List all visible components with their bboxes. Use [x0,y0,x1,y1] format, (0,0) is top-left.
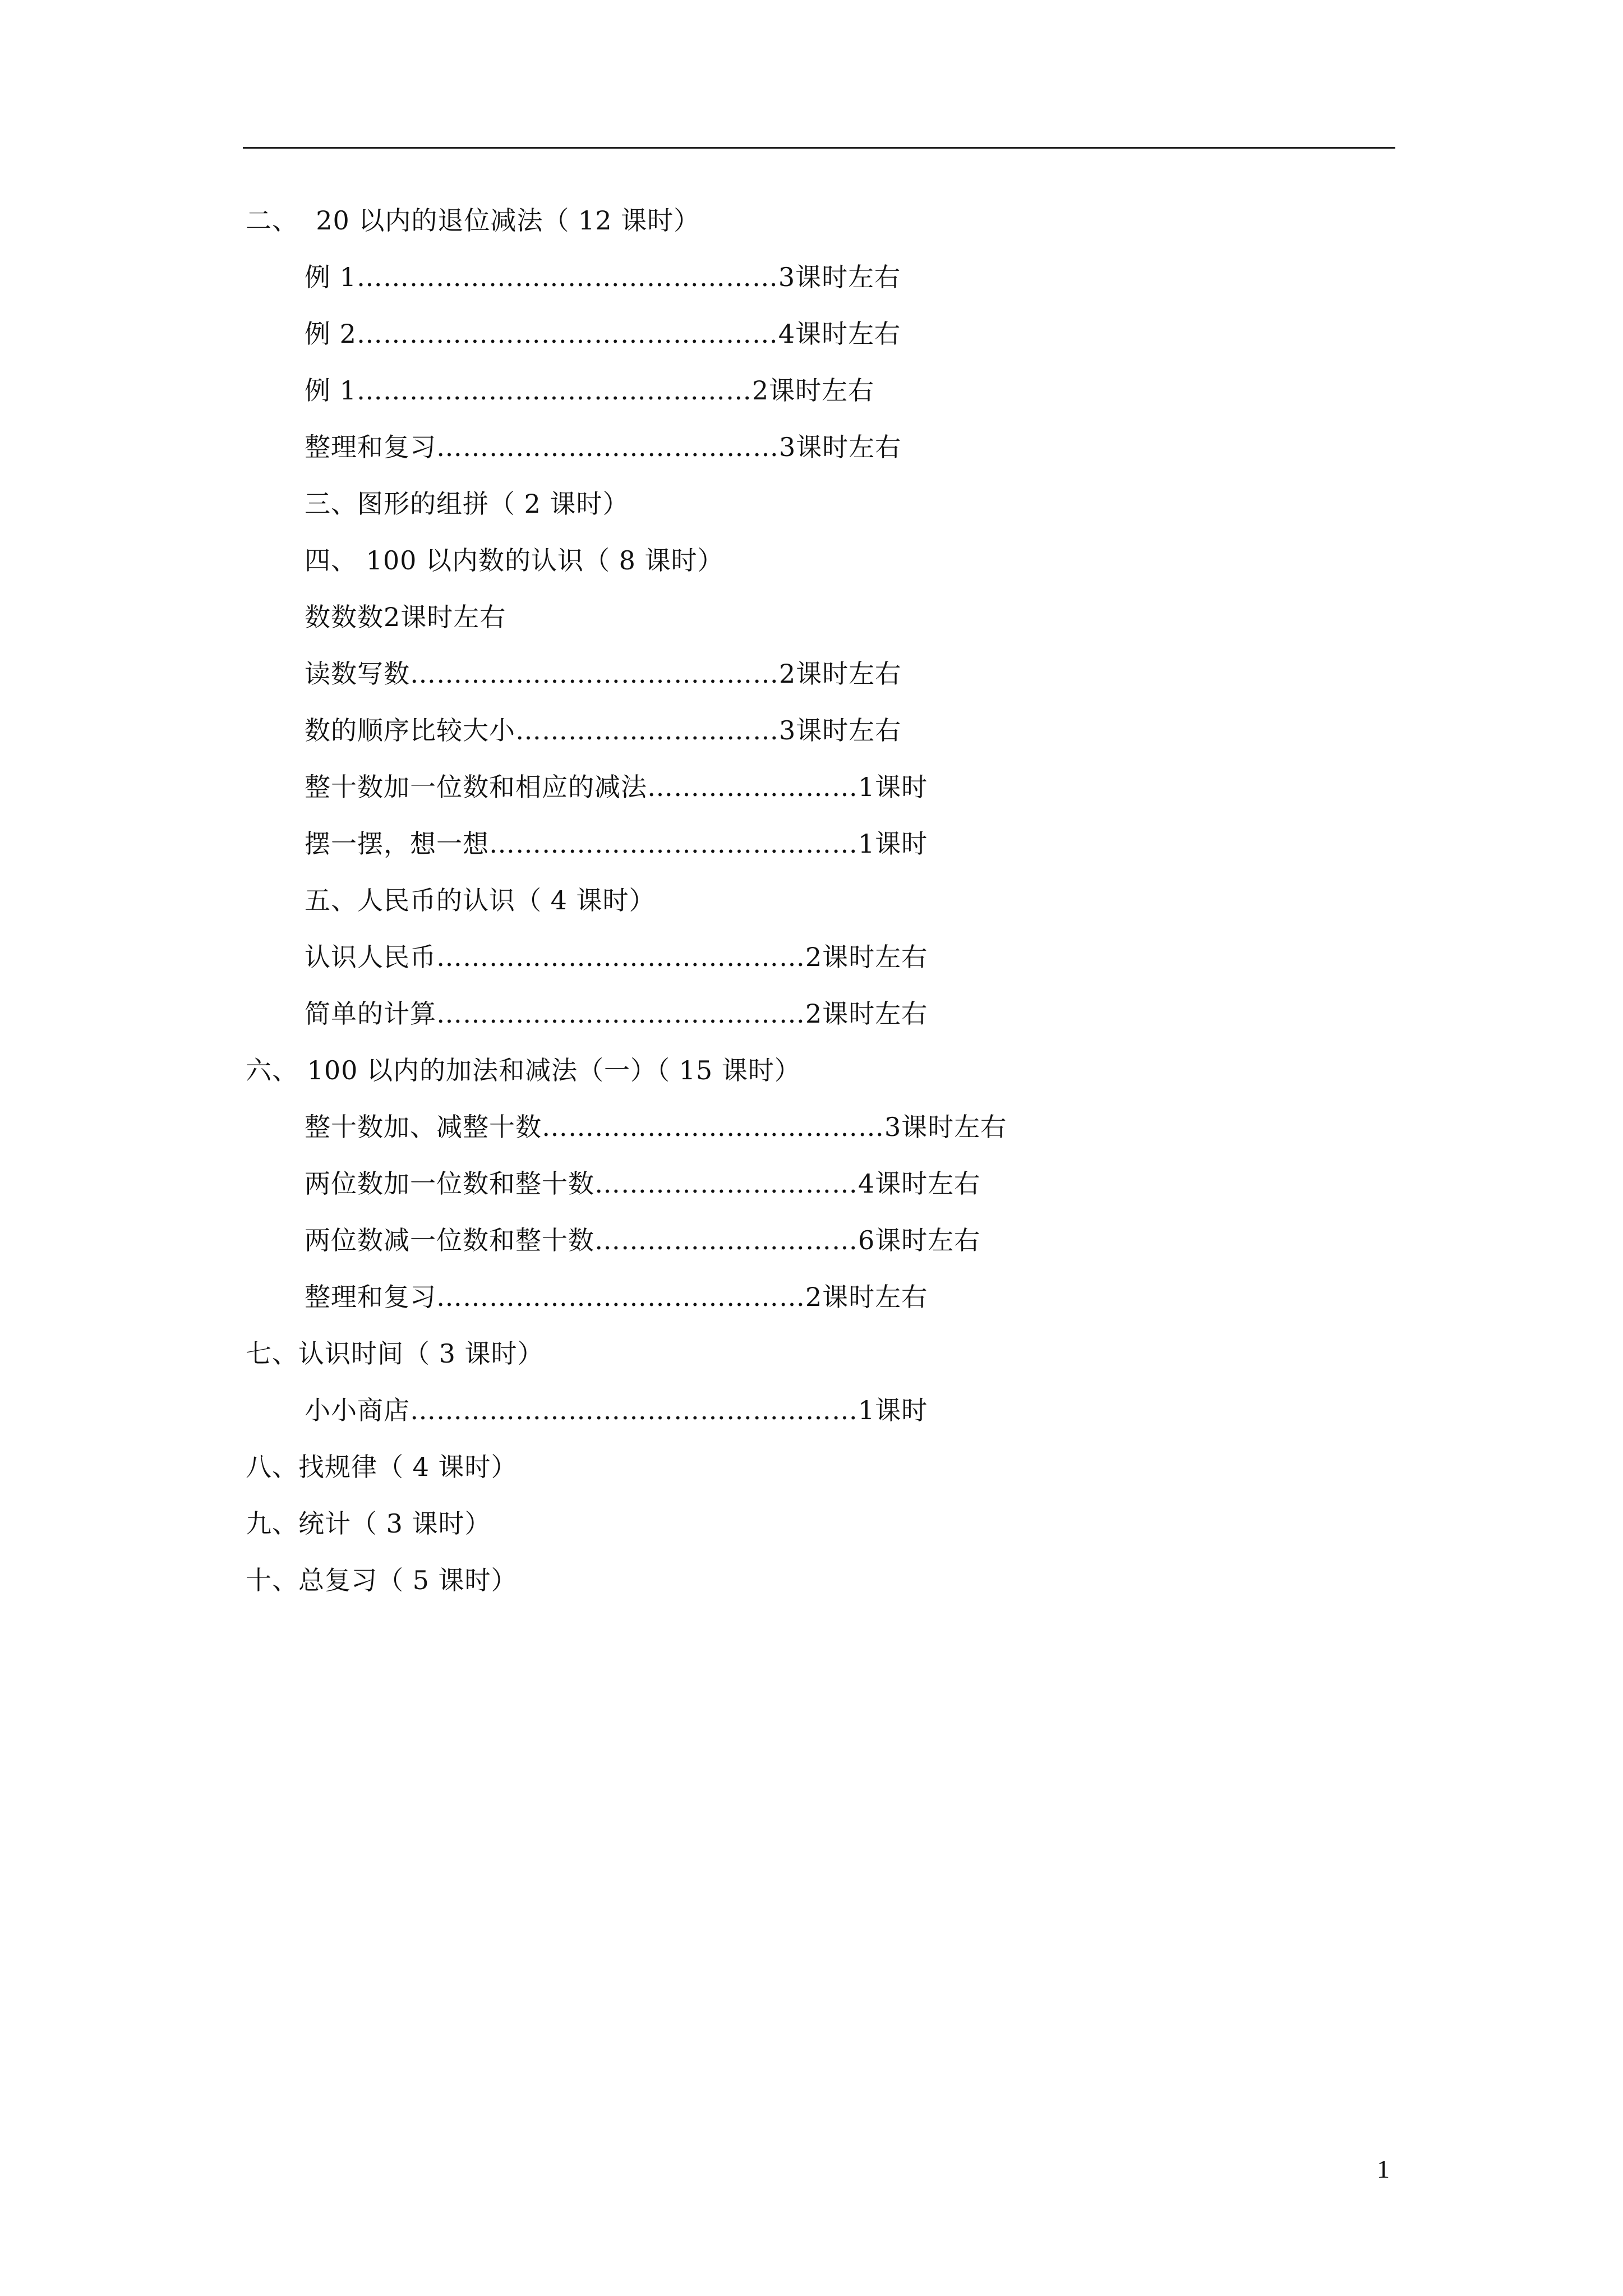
toc-entry: 整十数加、减整十数…………………………………3课时左右 [305,1112,1007,1142]
toc-entry: 整十数加一位数和相应的减法……………………1课时 [305,772,928,802]
toc-section-7: 七、认识时间（ 3 课时） [246,1338,544,1369]
header-rule [243,147,1395,149]
toc-entry: 例 1………………………………………2课时左右 [305,375,875,406]
toc-entry: 认识人民币……………………………………2课时左右 [305,942,928,972]
toc-entry: 整理和复习…………………………………3课时左右 [305,432,902,462]
toc-entry: 两位数减一位数和整十数…………………………6课时左右 [305,1225,981,1255]
toc-entry: 数的顺序比较大小…………………………3课时左右 [305,715,902,746]
toc-entry: 摆一摆，想一想……………………………………1课时 [305,829,928,859]
toc-entry: 整理和复习……………………………………2课时左右 [305,1282,928,1312]
toc-section-2: 二、 20 以内的退位减法（ 12 课时） [246,205,700,236]
toc-section-9: 九、统计（ 3 课时） [246,1508,491,1539]
toc-entry: 例 2…………………………………………4课时左右 [305,319,901,349]
toc-section-8: 八、找规律（ 4 课时） [246,1452,518,1482]
toc-section-10: 十、总复习（ 5 课时） [246,1565,518,1595]
toc-entry: 数数数2课时左右 [305,602,506,632]
page-number: 1 [1377,2155,1390,2183]
toc-section-4: 四、 100 以内数的认识（ 8 课时） [305,545,724,576]
toc-entry: 简单的计算……………………………………2课时左右 [305,999,928,1029]
toc-entry: 小小商店……………………………………………1课时 [305,1395,928,1425]
toc-section-5: 五、人民币的认识（ 4 课时） [305,885,656,915]
toc-entry: 例 1…………………………………………3课时左右 [305,262,901,292]
toc-section-6: 六、 100 以内的加法和减法（一）（ 15 课时） [246,1055,801,1085]
toc-entry: 读数写数……………………………………2课时左右 [305,659,902,689]
toc-section-3: 三、图形的组拼（ 2 课时） [305,489,629,519]
toc-entry: 两位数加一位数和整十数…………………………4课时左右 [305,1168,981,1199]
